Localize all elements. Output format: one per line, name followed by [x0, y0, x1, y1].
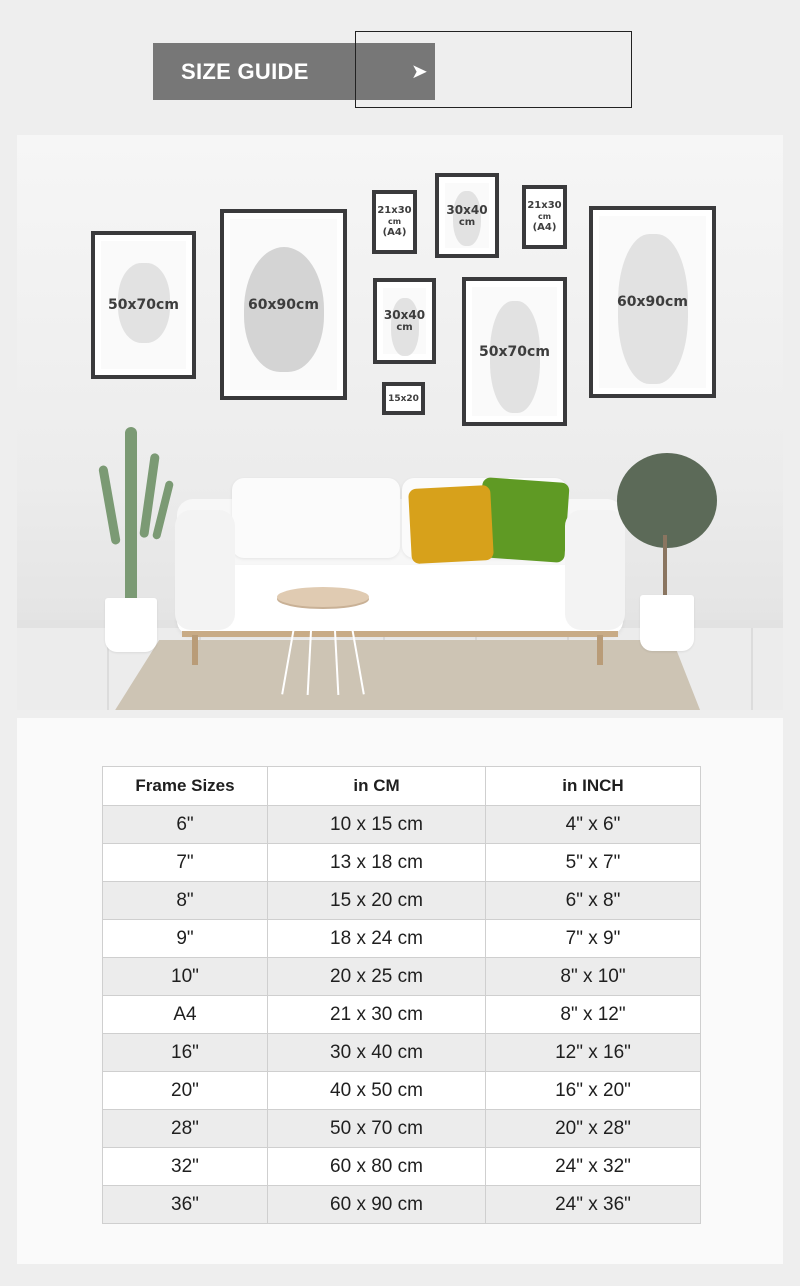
table-cell: 6" — [103, 806, 268, 844]
table-cell: 60 x 90 cm — [268, 1186, 486, 1224]
table-cell: 10 x 15 cm — [268, 806, 486, 844]
frame-60x90-leaf — [220, 209, 347, 400]
frame-label: 15x20 — [388, 393, 419, 404]
frame-label: 50x70cm — [108, 297, 179, 313]
table-cell: 8" x 12" — [486, 996, 701, 1034]
frame-label: 21x30 cm (A4) — [377, 205, 412, 238]
rug — [112, 640, 702, 710]
sofa-arm-left — [175, 510, 235, 630]
frame-30x40-top — [435, 173, 499, 258]
plant-pot — [105, 598, 157, 652]
table-cell: 20 x 25 cm — [268, 958, 486, 996]
frame-50x70-left — [91, 231, 196, 379]
table-cell: 50 x 70 cm — [268, 1110, 486, 1148]
sofa-leg — [597, 635, 603, 665]
table-row — [103, 1186, 701, 1224]
table-cell: 20" — [103, 1072, 268, 1110]
table-cell: 16" x 20" — [486, 1072, 701, 1110]
arrow-right-icon: ➤ — [411, 59, 428, 83]
size-table — [102, 766, 701, 1224]
table-cell: 28" — [103, 1110, 268, 1148]
sofa-base — [182, 631, 618, 637]
table-cell: 60 x 80 cm — [268, 1148, 486, 1186]
frame-a4-right — [522, 185, 567, 249]
table-cell: 7" — [103, 844, 268, 882]
table-cell: 8" x 10" — [486, 958, 701, 996]
column-header: Frame Sizes — [103, 767, 268, 806]
sofa-back-cushion — [232, 478, 400, 558]
frame-50x70-right — [462, 277, 567, 426]
table-cell: 20" x 28" — [486, 1110, 701, 1148]
frame-a4-left — [372, 190, 417, 254]
table-cell: 6" x 8" — [486, 882, 701, 920]
table-cell: 16" — [103, 1034, 268, 1072]
column-header: in CM — [268, 767, 486, 806]
table-cell: 24" x 36" — [486, 1186, 701, 1224]
frame-label: 60x90cm — [617, 294, 688, 310]
table-cell: 32" — [103, 1148, 268, 1186]
yellow-pillow — [408, 485, 494, 564]
frame-label: 30x40 cm — [446, 202, 488, 228]
side-table — [277, 587, 369, 607]
table-cell: 30 x 40 cm — [268, 1034, 486, 1072]
table-cell: 4" x 6" — [486, 806, 701, 844]
table-cell: 24" x 32" — [486, 1148, 701, 1186]
table-header-row — [103, 767, 701, 806]
table-cell: 10" — [103, 958, 268, 996]
table-row — [103, 1034, 701, 1072]
banner-outline — [355, 31, 632, 108]
table-cell: 7" x 9" — [486, 920, 701, 958]
table-cell: 40 x 50 cm — [268, 1072, 486, 1110]
plant-pot — [640, 595, 694, 651]
frame-15x20 — [382, 382, 425, 415]
frame-label: 21x30 cm (A4) — [527, 200, 562, 233]
frame-label: 60x90cm — [248, 296, 319, 313]
table-row — [103, 958, 701, 996]
cactus-arm — [152, 480, 174, 540]
column-header: in INCH — [486, 767, 701, 806]
table-row — [103, 844, 701, 882]
table-cell: 13 x 18 cm — [268, 844, 486, 882]
frame-30x40-middle — [373, 278, 436, 364]
table-cell: 21 x 30 cm — [268, 996, 486, 1034]
table-row — [103, 920, 701, 958]
table-cell: 12" x 16" — [486, 1034, 701, 1072]
table-cell: 18 x 24 cm — [268, 920, 486, 958]
cactus-arm — [98, 465, 121, 545]
table-row — [103, 1072, 701, 1110]
table-cell: A4 — [103, 996, 268, 1034]
table-row — [103, 806, 701, 844]
table-row — [103, 1148, 701, 1186]
table-cell: 9" — [103, 920, 268, 958]
sofa-arm-right — [565, 510, 625, 630]
cactus-plant — [125, 427, 137, 605]
tree-trunk — [663, 535, 667, 600]
table-cell: 5" x 7" — [486, 844, 701, 882]
sofa-leg — [192, 635, 198, 665]
table-cell: 15 x 20 cm — [268, 882, 486, 920]
sofa-seat — [177, 565, 623, 635]
table-row — [103, 1110, 701, 1148]
room-scene-image — [17, 135, 783, 710]
frame-label: 30x40 cm — [383, 308, 426, 333]
table-row — [103, 882, 701, 920]
table-cell: 8" — [103, 882, 268, 920]
olive-tree — [617, 453, 717, 548]
banner-title: SIZE GUIDE — [181, 59, 309, 84]
table-row — [103, 996, 701, 1034]
table-cell: 36" — [103, 1186, 268, 1224]
frame-label: 50x70cm — [479, 343, 550, 360]
frame-60x90-right — [589, 206, 716, 398]
